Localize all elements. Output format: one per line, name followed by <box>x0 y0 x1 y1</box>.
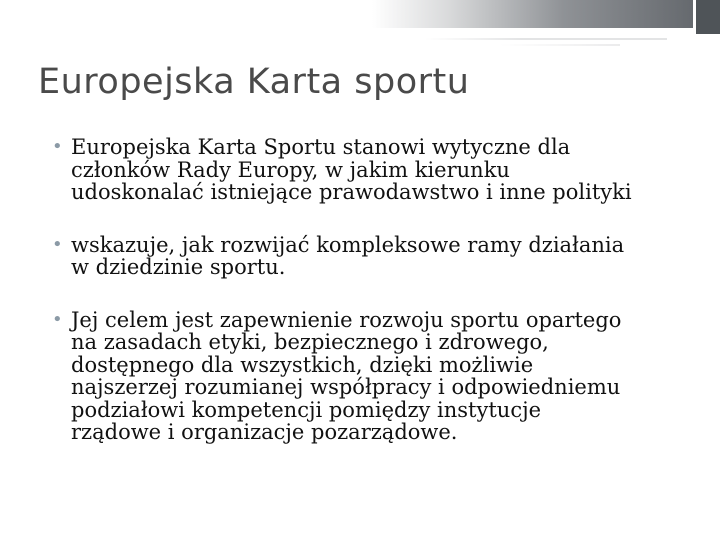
bullet-dot-icon: • <box>52 136 63 157</box>
decorative-banner <box>372 0 720 28</box>
bullet-item <box>52 309 682 444</box>
bullet-text-line: Europejska Karta Sportu stanowi wytyczne dla <box>71 135 571 159</box>
bullet-dot-icon: • <box>52 233 63 255</box>
bullet-text-line: rządowe i organizacje pozarządowe. <box>71 420 458 444</box>
bullet-text-line: wskazuje, jak rozwijać kompleksowe ramy działania <box>71 232 625 257</box>
decorative-line <box>500 44 620 46</box>
slide-title: Europejska Karta sportu <box>38 62 470 102</box>
decorative-line <box>425 38 667 40</box>
bullet-item <box>52 136 682 204</box>
banner-corner-block <box>696 0 720 34</box>
bullet-text-line: najszerzej rozumianej współpracy i odpowiedniemu <box>71 375 621 399</box>
bullet-list <box>52 136 682 444</box>
bullet-text-line: podziałowi kompetencji pomiędzy instytucje <box>71 397 542 422</box>
bullet-item <box>52 234 682 279</box>
bullet-text-line: w dziedzinie sportu. <box>71 255 286 279</box>
bullet-text-line: na zasadach etyki, bezpiecznego i zdrowego, <box>71 330 549 354</box>
bullet-text-line: udoskonalać istniejące prawodawstwo i inne polityki <box>71 180 632 204</box>
bullet-text-line: Jej celem jest zapewnienie rozwoju sportu opartego <box>71 307 622 332</box>
bullet-text-line: członków Rady Europy, w jakim kierunku <box>71 157 510 182</box>
bullet-dot-icon: • <box>52 308 63 330</box>
bullet-text-line: dostępnego dla wszystkich, dzięki możliwie <box>71 352 534 377</box>
